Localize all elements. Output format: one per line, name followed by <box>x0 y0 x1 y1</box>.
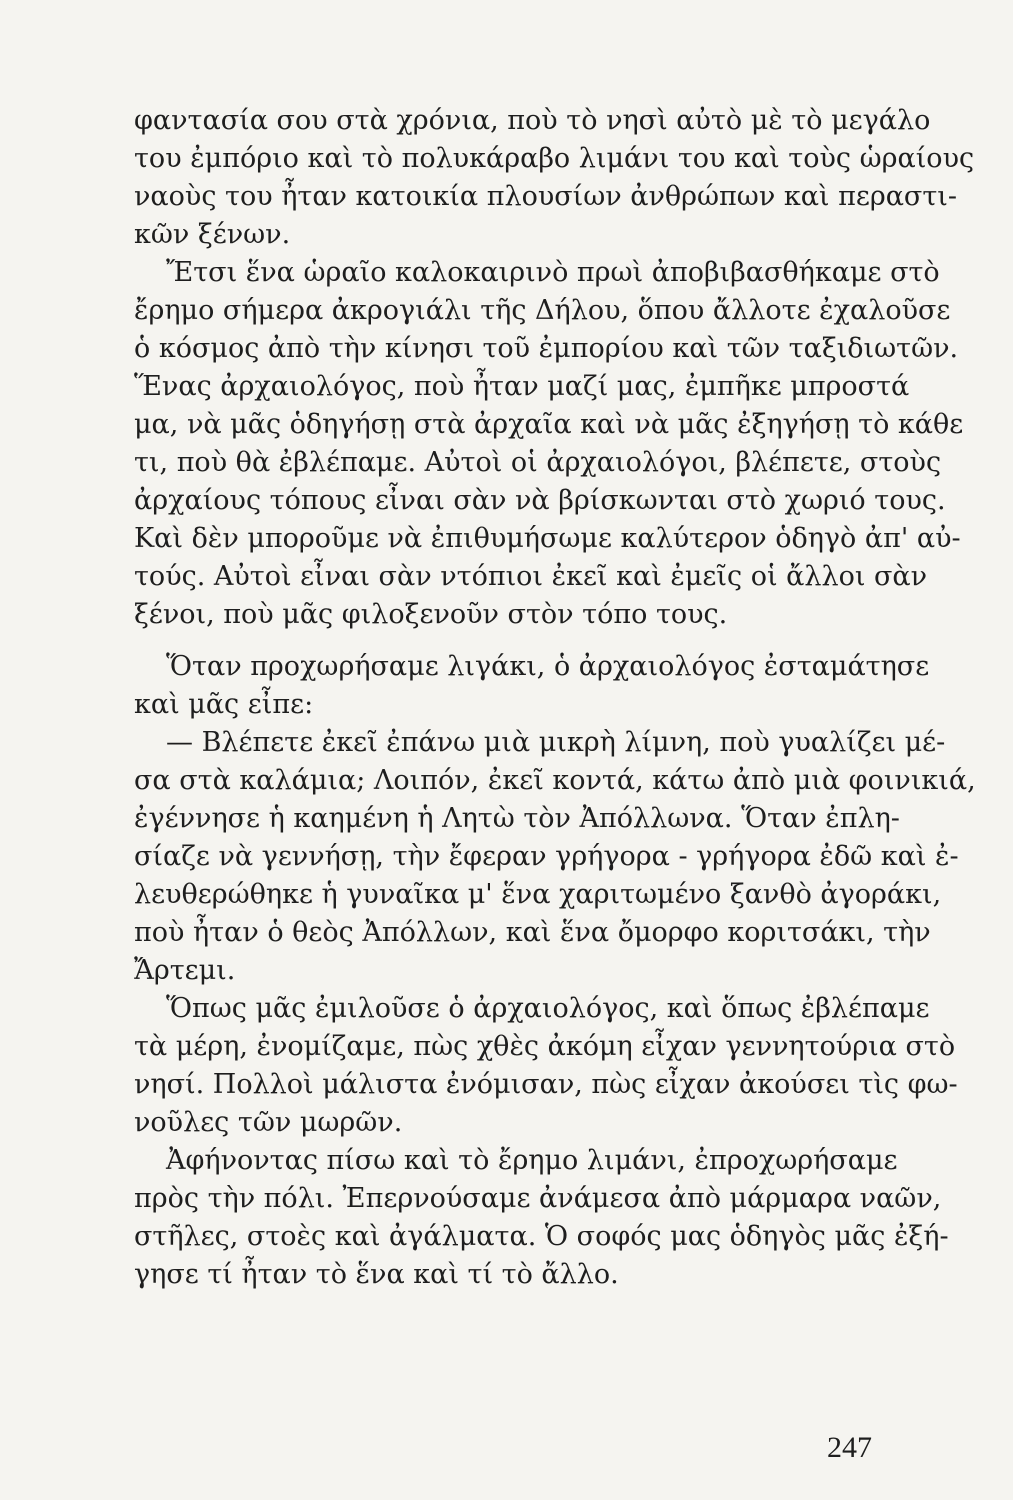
text-line: Ἔτσι ἕνα ὡραῖο καλοκαιρινὸ πρωὶ ἀποβιβασθήκαμε στὸ <box>166 257 940 288</box>
text-line: στῆλες, στοὲς καὶ ἀγάλματα. Ὁ σοφός μας ὁδηγὸς μᾶς ἐξή- <box>134 1221 949 1252</box>
text-line: σα στὰ καλάμια; Λοιπόν, ἐκεῖ κοντά, κάτω ἀπὸ μιὰ φοινικιά, <box>134 765 976 796</box>
text-line: ξένοι, ποὺ μᾶς φιλοξενοῦν στὸν τόπο τους. <box>134 599 728 630</box>
text-line: μα, νὰ μᾶς ὁδηγήσῃ στὰ ἀρχαῖα καὶ νὰ μᾶς ἐξηγήσῃ τὸ κάθε <box>134 409 964 440</box>
text-line: Ἀφήνοντας πίσω καὶ τὸ ἔρημο λιμάνι, ἐπροχωρήσαμε <box>166 1145 898 1176</box>
body-text <box>134 102 976 1294</box>
text-line: ἀρχαίους τόπους εἶναι σὰν νὰ βρίσκωνται στὸ χωριό τους. <box>134 485 946 516</box>
text-line: Ὅπως μᾶς ἐμιλοῦσε ὁ ἀρχαιολόγος, καὶ ὅπως ἐβλέπαμε <box>166 993 930 1024</box>
text-line: ποὺ ἦταν ὁ θεὸς Ἀπόλλων, καὶ ἕνα ὄμορφο κοριτσάκι, τὴν <box>134 917 931 948</box>
text-line: ὁ κόσμος ἀπὸ τὴν κίνησι τοῦ ἐμπορίου καὶ τῶν ταξιδιωτῶν. <box>134 333 959 364</box>
text-line: τούς. Αὐτοὶ εἶναι σὰν ντόπιοι ἐκεῖ καὶ ἐμεῖς οἱ ἄλλοι σὰν <box>134 561 928 592</box>
text-line: Καὶ δὲν μποροῦμε νὰ ἐπιθυμήσωμε καλύτερον ὁδηγὸ ἀπ' αὐ- <box>134 523 961 554</box>
text-line: ἔρημο σήμερα ἀκρογιάλι τῆς Δήλου, ὅπου ἄλλοτε ἐχαλοῦσε <box>134 295 951 326</box>
text-line: του ἐμπόριο καὶ τὸ πολυκάραβο λιμάνι του καὶ τοὺς ὡραίους <box>134 143 975 174</box>
text-line: τι, ποὺ θὰ ἐβλέπαμε. Αὐτοὶ οἱ ἀρχαιολόγοι, βλέπετε, στοὺς <box>134 447 942 478</box>
text-line: Ὅταν προχωρήσαμε λιγάκι, ὁ ἀρχαιολόγος ἐσταμάτησε <box>166 651 930 682</box>
page-number: 247 <box>827 1431 872 1464</box>
text-line: Ἄρτεμι. <box>134 955 236 986</box>
text-line: γησε τί ἦταν τὸ ἕνα καὶ τί τὸ ἄλλο. <box>134 1259 619 1290</box>
text-line: τὰ μέρη, ἐνομίζαμε, πὼς χθὲς ἀκόμη εἶχαν γεννητούρια στὸ <box>134 1031 956 1062</box>
text-line: ἐγέννησε ἡ καημένη ἡ Λητὼ τὸν Ἀπόλλωνα. Ὅταν ἐπλη- <box>134 803 900 834</box>
paragraph-gap <box>134 634 878 648</box>
text-line: — Βλέπετε ἐκεῖ ἐπάνω μιὰ μικρὴ λίμνη, ποὺ γυαλίζει μέ- <box>166 727 946 758</box>
text-line: νησί. Πολλοὶ μάλιστα ἐνόμισαν, πὼς εἶχαν ἀκούσει τὶς φω- <box>134 1069 958 1100</box>
text-line: καὶ μᾶς εἶπε: <box>134 689 314 720</box>
text-line: σίαζε νὰ γεννήσῃ, τὴν ἔφεραν γρήγορα - γρήγορα ἐδῶ καὶ ἐ- <box>134 841 959 872</box>
text-line: λευθερώθηκε ἡ γυναῖκα μ' ἕνα χαριτωμένο ξανθὸ ἀγοράκι, <box>134 879 942 910</box>
text-line: κῶν ξένων. <box>134 219 291 250</box>
text-line: φαντασία σου στὰ χρόνια, ποὺ τὸ νησὶ αὐτὸ μὲ τὸ μεγάλο <box>134 105 931 136</box>
text-line: νοῦλες τῶν μωρῶν. <box>134 1107 403 1138</box>
text-line: ναοὺς του ἦταν κατοικία πλουσίων ἀνθρώπων καὶ περαστι- <box>134 181 958 212</box>
text-line: πρὸς τὴν πόλι. Ἐπερνούσαμε ἀνάμεσα ἀπὸ μάρμαρα ναῶν, <box>134 1183 942 1214</box>
text-line: Ἕνας ἀρχαιολόγος, ποὺ ἦταν μαζί μας, ἐμπῆκε μπροστά <box>134 371 910 402</box>
